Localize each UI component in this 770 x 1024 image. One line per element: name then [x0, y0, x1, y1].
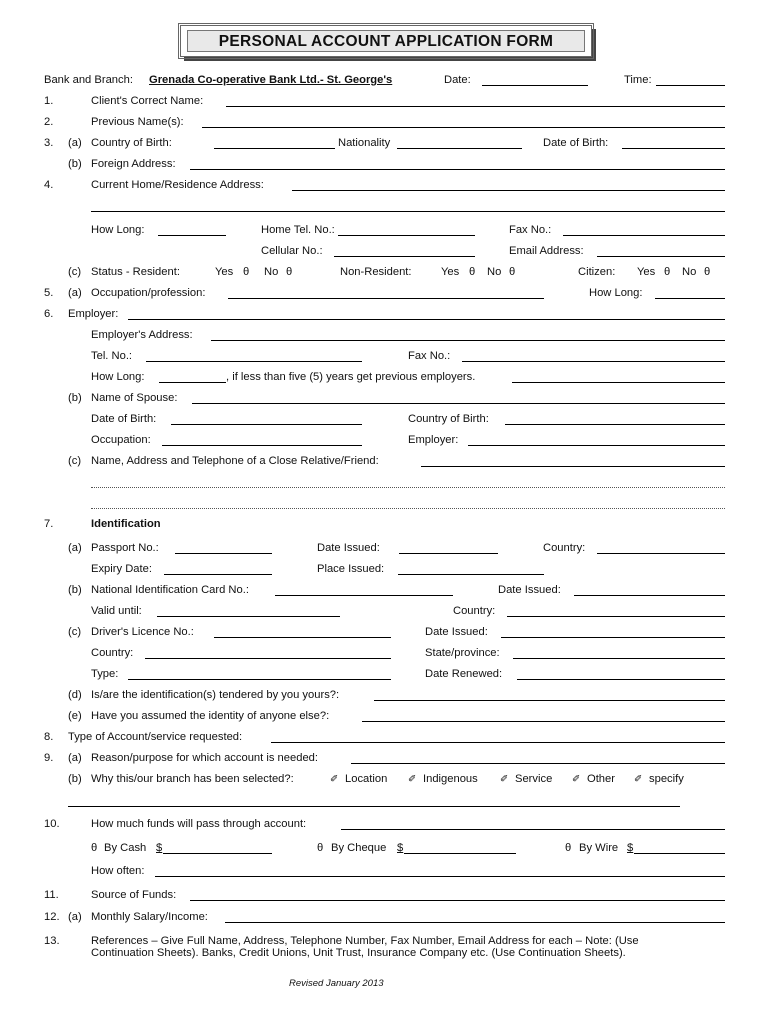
time-field[interactable]	[656, 85, 725, 86]
spouse-cob-label: Country of Birth:	[408, 413, 489, 425]
why-branch-label: Why this/our branch has been selected?:	[91, 773, 294, 785]
date-of-birth-label: Date of Birth:	[543, 137, 609, 149]
funds-field[interactable]	[341, 829, 725, 830]
spouse-dob-field[interactable]	[171, 424, 362, 425]
employer-fax-label: Fax No.:	[408, 350, 451, 362]
cash-field[interactable]	[163, 853, 272, 854]
email-label: Email Address:	[509, 245, 584, 257]
home-address-label: Current Home/Residence Address:	[91, 179, 264, 191]
item-number: 5.	[44, 287, 54, 299]
licence-type-field[interactable]	[128, 679, 391, 680]
cheque-label: By Cheque	[331, 842, 387, 854]
cash-label: By Cash	[104, 842, 147, 854]
valid-until-field[interactable]	[157, 616, 340, 617]
relative-field-2[interactable]	[91, 487, 725, 488]
form-title: PERSONAL ACCOUNT APPLICATION FORM	[187, 30, 585, 52]
form-title-box	[180, 25, 592, 57]
licence-date-issued-field[interactable]	[501, 637, 725, 638]
spouse-employer-label: Employer:	[408, 434, 459, 446]
nid-date-issued-label: Date Issued:	[498, 584, 561, 596]
item-number: 8.	[44, 731, 54, 743]
country-of-birth-label: Country of Birth:	[91, 137, 172, 149]
home-address-field[interactable]	[292, 190, 725, 191]
previous-names-field[interactable]	[202, 127, 725, 128]
cheque-field[interactable]	[404, 853, 516, 854]
foreign-address-field[interactable]	[190, 169, 725, 170]
client-name-field[interactable]	[226, 106, 725, 107]
indigenous-option: Indigenous	[423, 773, 478, 785]
date-renewed-label: Date Renewed:	[425, 668, 503, 680]
item-number: 9.	[44, 752, 54, 764]
wire-dollar: $	[627, 842, 634, 854]
reason-label: Reason/purpose for which account is needed:	[91, 752, 319, 764]
account-type-label: Type of Account/service requested:	[68, 731, 243, 743]
previous-employers-field[interactable]	[512, 382, 725, 383]
sub-letter: (d)	[68, 689, 82, 701]
references-line-1: References – Give Full Name, Address, Telephone Number, Fax Number, Email Address for each – Note: (Use	[91, 935, 639, 947]
non-resident-yes-label: Yes	[441, 266, 460, 278]
spouse-cob-field[interactable]	[505, 424, 725, 425]
specify-field[interactable]	[68, 806, 680, 807]
source-of-funds-field[interactable]	[190, 900, 725, 901]
assumed-identity-field[interactable]	[362, 721, 725, 722]
state-province-label: State/province:	[425, 647, 500, 659]
employer-field[interactable]	[128, 319, 725, 320]
cash-dollar: $	[156, 842, 163, 854]
occupation-field[interactable]	[228, 298, 544, 299]
assumed-identity-label: Have you assumed the identity of anyone else?:	[91, 710, 330, 722]
sub-letter: (b)	[68, 392, 82, 404]
funds-label: How much funds will pass through account:	[91, 818, 307, 830]
spouse-employer-field[interactable]	[468, 445, 725, 446]
date-field[interactable]	[482, 85, 588, 86]
employer-tel-label: Tel. No.:	[91, 350, 133, 362]
how-often-field[interactable]	[155, 876, 725, 877]
non-resident-label: Non-Resident:	[340, 266, 412, 278]
relative-field-3[interactable]	[91, 508, 725, 509]
wire-radio[interactable]: θ	[565, 842, 572, 854]
nid-date-issued-field[interactable]	[574, 595, 725, 596]
state-province-field[interactable]	[513, 658, 725, 659]
item-number: 13.	[44, 935, 60, 947]
cheque-radio[interactable]: θ	[317, 842, 324, 854]
employer-address-field[interactable]	[211, 340, 725, 341]
resident-yes-radio[interactable]: θ	[243, 266, 250, 278]
drivers-licence-label: Driver's Licence No.:	[91, 626, 194, 638]
indigenous-checkbox-icon[interactable]: ✐	[408, 774, 417, 785]
country-of-birth-field[interactable]	[214, 148, 335, 149]
spouse-dob-label: Date of Birth:	[91, 413, 157, 425]
home-address-field-2[interactable]	[91, 211, 725, 212]
email-field[interactable]	[597, 256, 725, 257]
licence-date-issued-label: Date Issued:	[425, 626, 488, 638]
item-number: 11.	[44, 889, 59, 901]
employer-label: Employer:	[68, 308, 119, 320]
passport-label: Passport No.:	[91, 542, 159, 554]
spouse-occupation-label: Occupation:	[91, 434, 151, 446]
item-number: 3.	[44, 137, 54, 149]
service-option: Service	[515, 773, 553, 785]
employer-tel-field[interactable]	[146, 361, 362, 362]
sub-letter: (c)	[68, 266, 82, 278]
resident-no-label: No	[264, 266, 279, 278]
bank-branch-value: Grenada Co-operative Bank Ltd.- St. George's	[149, 74, 393, 86]
employer-how-long-field[interactable]	[159, 382, 226, 383]
item-number: 1.	[44, 95, 54, 107]
nid-label: National Identification Card No.:	[91, 584, 249, 596]
monthly-salary-field[interactable]	[225, 922, 725, 923]
sub-letter: (b)	[68, 158, 82, 170]
how-long-label: How Long:	[91, 224, 145, 236]
date-of-birth-field[interactable]	[622, 148, 725, 149]
sub-letter: (a)	[68, 137, 82, 149]
specify-label: specify	[649, 773, 684, 785]
sub-letter: (e)	[68, 710, 82, 722]
citizen-label: Citizen:	[578, 266, 616, 278]
cheque-dollar: $	[397, 842, 404, 854]
nid-country-label: Country:	[453, 605, 496, 617]
non-resident-no-radio[interactable]: θ	[509, 266, 516, 278]
service-checkbox-icon[interactable]: ✐	[500, 774, 509, 785]
references-line-2: Continuation Sheets). Banks, Credit Unions, Unit Trust, Insurance Company etc. (Use Continuation Sheets).	[91, 947, 626, 959]
time-label: Time:	[624, 74, 652, 86]
id-yours-label: Is/are the identification(s) tendered by you yours?:	[91, 689, 340, 701]
licence-country-field[interactable]	[145, 658, 391, 659]
resident-yes-label: Yes	[215, 266, 234, 278]
spouse-name-label: Name of Spouse:	[91, 392, 178, 404]
drivers-licence-field[interactable]	[214, 637, 391, 638]
item-number: 6.	[44, 308, 54, 320]
occupation-how-long-label: How Long:	[589, 287, 643, 299]
nationality-label: Nationality	[338, 137, 391, 149]
source-of-funds-label: Source of Funds:	[91, 889, 177, 901]
expiry-field[interactable]	[164, 574, 272, 575]
item-number: 7.	[44, 518, 54, 530]
foreign-address-label: Foreign Address:	[91, 158, 176, 170]
home-tel-field[interactable]	[338, 235, 475, 236]
fax-label: Fax No.:	[509, 224, 552, 236]
cellular-field[interactable]	[334, 256, 475, 257]
sub-letter: (a)	[68, 752, 82, 764]
place-issued-label: Place Issued:	[317, 563, 385, 575]
sub-letter: (a)	[68, 542, 82, 554]
passport-field[interactable]	[175, 553, 272, 554]
monthly-salary-label: Monthly Salary/Income:	[91, 911, 208, 923]
sub-letter: (c)	[68, 455, 82, 467]
occupation-label: Occupation/profession:	[91, 287, 206, 299]
employer-fax-field[interactable]	[462, 361, 725, 362]
cellular-label: Cellular No.:	[261, 245, 323, 257]
wire-field[interactable]	[634, 853, 725, 854]
client-name-label: Client's Correct Name:	[91, 95, 204, 107]
expiry-label: Expiry Date:	[91, 563, 152, 575]
location-checkbox-icon[interactable]: ✐	[330, 774, 339, 785]
item-number: 12.	[44, 911, 60, 923]
passport-country-label: Country:	[543, 542, 586, 554]
employer-how-long-label: How Long:	[91, 371, 145, 383]
account-type-field[interactable]	[271, 742, 725, 743]
date-label: Date:	[444, 74, 471, 86]
previous-names-label: Previous Name(s):	[91, 116, 184, 128]
how-long-field[interactable]	[158, 235, 226, 236]
cash-radio[interactable]: θ	[91, 842, 98, 854]
bank-branch-label: Bank and Branch:	[44, 74, 133, 86]
revision-footer: Revised January 2013	[289, 978, 384, 989]
item-number: 10.	[44, 818, 60, 830]
non-resident-yes-radio[interactable]: θ	[469, 266, 476, 278]
citizen-yes-label: Yes	[637, 266, 656, 278]
id-yours-field[interactable]	[374, 700, 725, 701]
valid-until-label: Valid until:	[91, 605, 142, 617]
relative-field[interactable]	[421, 466, 725, 467]
sub-letter: (c)	[68, 626, 82, 638]
employer-address-label: Employer's Address:	[91, 329, 193, 341]
resident-no-radio[interactable]: θ	[286, 266, 293, 278]
licence-country-label: Country:	[91, 647, 134, 659]
specify-icon: ✐	[634, 774, 643, 785]
home-tel-label: Home Tel. No.:	[261, 224, 335, 236]
citizen-no-radio[interactable]: θ	[704, 266, 711, 278]
spouse-occupation-field[interactable]	[162, 445, 362, 446]
non-resident-no-label: No	[487, 266, 502, 278]
status-resident-label: Status - Resident:	[91, 266, 180, 278]
nationality-field[interactable]	[397, 148, 522, 149]
licence-type-label: Type:	[91, 668, 119, 680]
sub-letter: (a)	[68, 911, 82, 923]
reason-field[interactable]	[351, 763, 725, 764]
other-option: Other	[587, 773, 615, 785]
relative-label: Name, Address and Telephone of a Close Relative/Friend:	[91, 455, 379, 467]
occupation-how-long-field[interactable]	[655, 298, 725, 299]
citizen-yes-radio[interactable]: θ	[664, 266, 671, 278]
nid-field[interactable]	[275, 595, 453, 596]
item-number: 2.	[44, 116, 54, 128]
previous-employers-note: , if less than five (5) years get previous employers.	[226, 371, 476, 383]
sub-letter: (b)	[68, 773, 82, 785]
date-renewed-field[interactable]	[517, 679, 725, 680]
identification-heading: Identification	[91, 518, 161, 530]
passport-date-issued-label: Date Issued:	[317, 542, 380, 554]
place-issued-field[interactable]	[398, 574, 544, 575]
nid-country-field[interactable]	[507, 616, 725, 617]
citizen-no-label: No	[682, 266, 697, 278]
how-often-label: How often:	[91, 865, 145, 877]
item-number: 4.	[44, 179, 54, 191]
sub-letter: (b)	[68, 584, 82, 596]
passport-country-field[interactable]	[597, 553, 725, 554]
sub-letter: (a)	[68, 287, 82, 299]
location-option: Location	[345, 773, 388, 785]
fax-field[interactable]	[563, 235, 725, 236]
spouse-name-field[interactable]	[192, 403, 725, 404]
passport-date-issued-field[interactable]	[399, 553, 498, 554]
wire-label: By Wire	[579, 842, 619, 854]
other-checkbox-icon[interactable]: ✐	[572, 774, 581, 785]
